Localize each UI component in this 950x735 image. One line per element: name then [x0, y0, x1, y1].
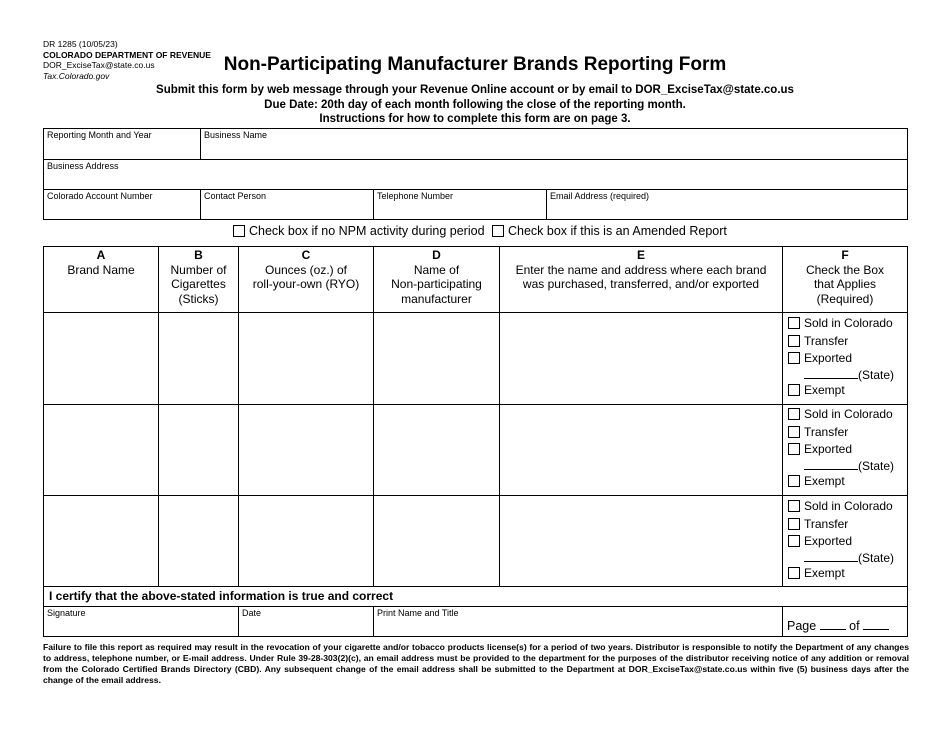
- amended-option: [492, 224, 727, 238]
- page-number-cell: [783, 607, 907, 636]
- account-number-label: Colorado Account Number: [47, 191, 153, 201]
- row-3-manufacturer[interactable]: [374, 496, 500, 587]
- col-f-letter: F: [841, 248, 849, 262]
- row-2-cigarettes[interactable]: [159, 405, 239, 496]
- reporting-month-field[interactable]: [44, 129, 201, 160]
- amended-checkbox[interactable]: [492, 225, 504, 237]
- sold-label: Sold in Colorado: [804, 407, 893, 421]
- transfer-label: Transfer: [804, 333, 849, 348]
- footer-disclaimer: Failure to file this report as required may result in the revocation of your cigarette and/or tobacco products license(s) for a period of two years. Distributor is responsible to notify the Department of any changes to address, telephone number, or E-mail address. Under Rule 39-28-303(2)(c), an email address must be provided to the department for the purposes of the distributor receiving notice of any addition or removal from the Colorado Certified Brands Directory (CBD). Any subsequent change of the email address shall be submitted to the Department at DOR_ExciseTax@state.co.us within five (5) business days after the change of the email address.: [43, 642, 909, 685]
- row-1-sold-checkbox[interactable]: [788, 317, 800, 329]
- row-3-ryo-ounces[interactable]: [239, 496, 374, 587]
- row-3-brand-name[interactable]: [44, 496, 159, 587]
- row-3-exempt-checkbox[interactable]: [788, 567, 800, 579]
- row-2-brand-name[interactable]: [44, 405, 159, 496]
- print-name-field[interactable]: [374, 607, 783, 636]
- col-d-header: [374, 247, 500, 313]
- exported-label: Exported: [804, 351, 853, 365]
- exempt-label: Exempt: [804, 382, 845, 397]
- col-e-letter: E: [636, 248, 645, 262]
- row-1-state-input[interactable]: [804, 368, 858, 379]
- row-1-exempt-checkbox[interactable]: [788, 384, 800, 396]
- business-name-field[interactable]: [201, 129, 907, 160]
- email-label: Email Address (required): [550, 191, 650, 201]
- exported-label: Exported: [804, 442, 853, 456]
- transfer-label: Transfer: [804, 424, 849, 439]
- row-2-status: [783, 405, 907, 496]
- state-label: (State): [858, 458, 895, 473]
- col-a-title: Brand Name: [67, 262, 135, 277]
- state-label: (State): [858, 367, 895, 382]
- page-number-input[interactable]: [820, 618, 846, 630]
- row-2-address[interactable]: [500, 405, 783, 496]
- certify-row: [44, 587, 907, 607]
- sold-label: Sold in Colorado: [804, 499, 893, 513]
- no-activity-option: [233, 224, 485, 238]
- page-label: Page: [787, 619, 817, 633]
- business-info-box: [43, 128, 908, 220]
- no-activity-label: Check box if no NPM activity during period: [249, 224, 485, 238]
- row-3-cigarettes[interactable]: [159, 496, 239, 587]
- business-name-label: Business Name: [204, 130, 268, 140]
- amended-label: Check box if this is an Amended Report: [508, 224, 727, 238]
- row-1-brand-name[interactable]: [44, 313, 159, 405]
- col-b-title-3: (Sticks): [178, 291, 219, 306]
- col-e-title-1: Enter the name and address where each brand: [515, 262, 767, 277]
- email-field[interactable]: [547, 190, 907, 219]
- sold-label: Sold in Colorado: [804, 316, 893, 330]
- page-total-input[interactable]: [863, 618, 889, 630]
- col-d-title-3: manufacturer: [401, 291, 472, 306]
- col-b-title-2: Cigarettes: [171, 277, 226, 292]
- col-c-header: [239, 247, 374, 313]
- row-2-manufacturer[interactable]: [374, 405, 500, 496]
- exported-label: Exported: [804, 534, 853, 548]
- no-activity-checkbox[interactable]: [233, 225, 245, 237]
- due-date: Due Date: 20th day of each month following the close of the reporting month.: [264, 98, 686, 111]
- col-c-letter: C: [301, 248, 311, 262]
- col-a-letter: A: [96, 248, 106, 262]
- col-b-letter: B: [194, 248, 203, 262]
- col-a-header: [44, 247, 159, 313]
- row-2-exported-checkbox[interactable]: [788, 443, 800, 455]
- certify-statement: I certify that the above-stated information is true and correct: [49, 589, 394, 603]
- col-e-header: [500, 247, 783, 313]
- exempt-label: Exempt: [804, 473, 845, 488]
- col-b-title-1: Number of: [170, 262, 227, 277]
- transfer-label: Transfer: [804, 516, 849, 531]
- state-label: (State): [858, 550, 895, 565]
- page-title: Non-Participating Manufacturer Brands Reporting Form: [223, 54, 727, 75]
- row-3-sold-checkbox[interactable]: [788, 500, 800, 512]
- business-address-label: Business Address: [47, 161, 119, 171]
- col-f-title-2: that Applies: [813, 277, 877, 292]
- row-3-exported-checkbox[interactable]: [788, 535, 800, 547]
- col-d-letter: D: [432, 248, 441, 262]
- col-f-title-1: Check the Box: [805, 262, 885, 277]
- row-1-ryo-ounces[interactable]: [239, 313, 374, 405]
- date-label: Date: [242, 608, 262, 618]
- telephone-field[interactable]: [374, 190, 547, 219]
- col-c-title-1: Ounces (oz.) of: [264, 262, 348, 277]
- signature-label: Signature: [47, 608, 86, 618]
- row-2-ryo-ounces[interactable]: [239, 405, 374, 496]
- col-f-title-3: (Required): [816, 291, 874, 306]
- row-3-transfer-checkbox[interactable]: [788, 518, 800, 530]
- row-1-exported-checkbox[interactable]: [788, 352, 800, 364]
- instructions-header: [0, 83, 950, 127]
- row-2-sold-checkbox[interactable]: [788, 408, 800, 420]
- submit-instructions: Submit this form by web message through your Revenue Online account or by email to DOR_ExciseTax@state.co.us: [156, 84, 794, 96]
- signature-field[interactable]: [44, 607, 239, 636]
- of-label: of: [849, 619, 860, 633]
- form-number: DR 1285 (10/05/23): [43, 39, 118, 49]
- row-1-manufacturer[interactable]: [374, 313, 500, 405]
- row-2-transfer-checkbox[interactable]: [788, 426, 800, 438]
- account-number-field[interactable]: [44, 190, 201, 219]
- row-2-exempt-checkbox[interactable]: [788, 475, 800, 487]
- row-1-status: [783, 313, 907, 405]
- exempt-label: Exempt: [804, 565, 845, 580]
- reporting-month-label: Reporting Month and Year: [47, 130, 152, 140]
- col-d-title-2: Non-participating: [391, 277, 482, 292]
- row-2-state-input[interactable]: [804, 459, 858, 470]
- col-f-header: [783, 247, 907, 313]
- col-e-title-2: was purchased, transferred, and/or exported: [522, 277, 760, 292]
- brands-table: [43, 246, 908, 637]
- instructions-note: Instructions for how to complete this form are on page 3.: [319, 113, 631, 125]
- business-address-field[interactable]: [44, 160, 907, 190]
- row-3-state-input[interactable]: [804, 551, 858, 562]
- date-field[interactable]: [239, 607, 374, 636]
- row-1-transfer-checkbox[interactable]: [788, 335, 800, 347]
- department-name: COLORADO DEPARTMENT OF REVENUE: [43, 49, 211, 60]
- col-c-title-2: roll-your-own (RYO): [252, 277, 360, 292]
- row-3-status: [783, 496, 907, 587]
- col-d-title-1: Name of: [413, 262, 460, 277]
- agency-website: Tax.Colorado.gov: [43, 70, 110, 81]
- contact-person-label: Contact Person: [204, 191, 267, 201]
- row-1-cigarettes[interactable]: [159, 313, 239, 405]
- row-1-address[interactable]: [500, 313, 783, 405]
- col-b-header: [159, 247, 239, 313]
- agency-email: DOR_ExciseTax@state.co.us: [43, 60, 155, 70]
- contact-person-field[interactable]: [201, 190, 374, 219]
- print-name-label: Print Name and Title: [377, 608, 459, 618]
- row-3-address[interactable]: [500, 496, 783, 587]
- telephone-label: Telephone Number: [377, 191, 454, 201]
